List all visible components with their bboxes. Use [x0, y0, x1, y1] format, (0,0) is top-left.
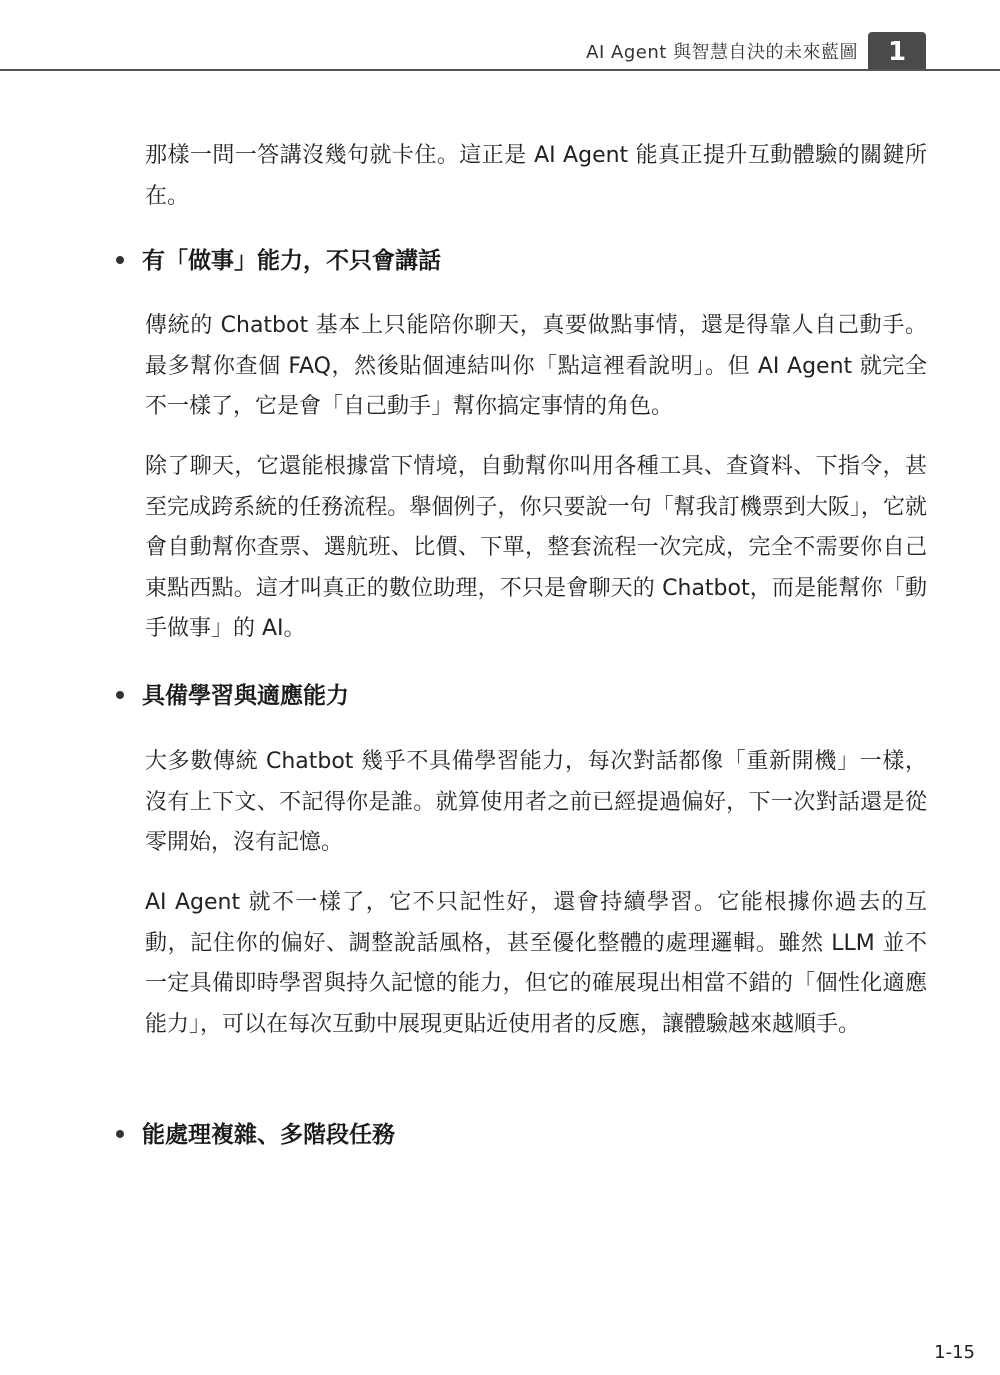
- paragraph-no-memory: 大多數傳統 Chatbot 幾乎不具備學習能力，每次對話都像「重新開機」一樣，沒有上下文、不記得你是誰。就算使用者之前已經提過偏好，下一次對話還是從零開始，沒有記憶。: [145, 749, 927, 855]
- bullet-icon: [116, 1130, 124, 1138]
- bullet-icon: [116, 256, 124, 264]
- section-heading-text: 具備學習與適應能力: [142, 683, 349, 709]
- running-header-title: AI Agent 與智慧自決的未來藍圖: [586, 42, 858, 63]
- section-heading-text: 能處理複雜、多階段任務: [142, 1122, 395, 1148]
- bullet-icon: [116, 691, 124, 699]
- paragraph-intro: 那樣一問一答講沒幾句就卡住。這正是 AI Agent 能真正提升互動體驗的關鍵所在。: [145, 143, 927, 209]
- section-heading-learning: [116, 681, 349, 711]
- header-divider: [0, 69, 1000, 71]
- section-heading-complex-tasks: [116, 1120, 395, 1150]
- paragraph-chatbot-limits: 傳統的 Chatbot 基本上只能陪你聊天，真要做點事情，還是得靠人自己動手。最多幫你查個 FAQ，然後貼個連結叫你「點這裡看說明」。但 AI Agent 就完全不一樣了，它是會「自己動手」幫你搞定事情的角色。: [145, 313, 927, 419]
- page-number: 1-15: [934, 1342, 975, 1363]
- paragraph-agent-adaptation: AI Agent 就不一樣了，它不只記性好，還會持續學習。它能根據你過去的互動，記住你的偏好、調整說話風格，甚至優化整體的處理邏輯。雖然 LLM 並不一定具備即時學習與持久記憶的能力，但它的確展現出相當不錯的「個性化適應能力」，可以在每次互動中展現更貼近使用者的反應，讓體驗越來越順手。: [145, 890, 927, 1037]
- section-heading-text: 有「做事」能力，不只會講話: [142, 248, 441, 274]
- chapter-number-tab: 1: [868, 32, 926, 70]
- section-heading-doing-tasks: [116, 246, 441, 276]
- paragraph-agent-tools: 除了聊天，它還能根據當下情境，自動幫你叫用各種工具、查資料、下指令，甚至完成跨系統的任務流程。舉個例子，你只要說一句「幫我訂機票到大阪」，它就會自動幫你查票、選航班、比價、下單，整套流程一次完成，完全不需要你自己東點西點。這才叫真正的數位助理，不只是會聊天的 Chatbot，而是能幫你「動手做事」的 AI。: [145, 454, 927, 641]
